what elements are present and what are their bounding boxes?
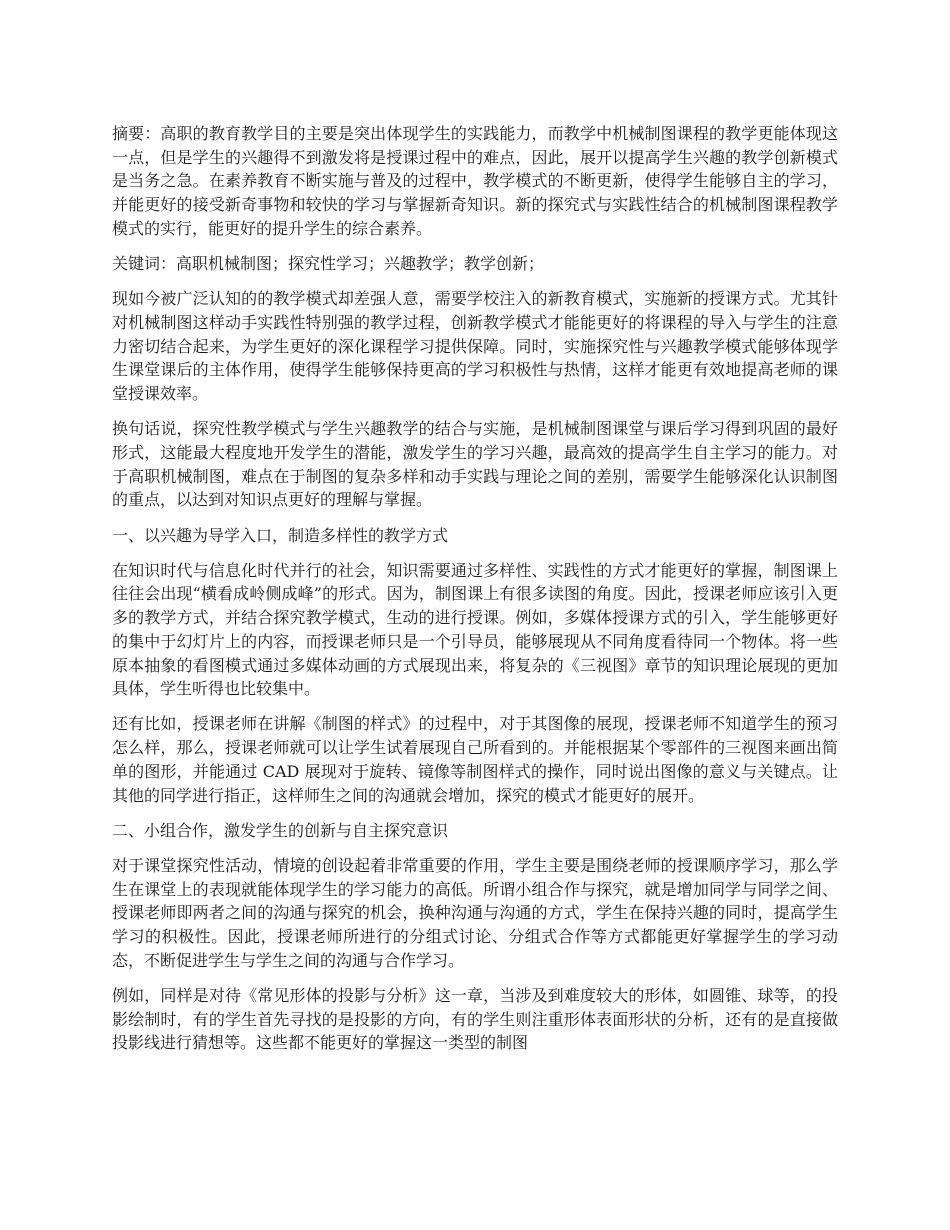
- body-paragraph-5: 对于课堂探究性活动，情境的创设起着非常重要的作用，学生主要是围绕老师的授课顺序学习，那么学生在课堂上的表现就能体现学生的学习能力的高低。所谓小组合作与探究，就是增加同学与同学之间、授课老师即两者之间的沟通与探究的机会，换种沟通与沟通的方式，学生在保持兴趣的同时，提高学生学习的积极性。因此，授课老师所进行的分组式讨论、分组式合作等方式都能更好掌握学生的学习动态，不断促进学生与学生之间的沟通与合作学习。: [112, 855, 838, 970]
- section-heading-2: 二、小组合作，激发学生的创新与自主探究意识: [112, 820, 449, 840]
- body-paragraph-6: 例如，同样是对待《常见形体的投影与分析》这一章，当涉及到难度较大的形体，如圆锥、球等，的投影绘制时，有的学生首先寻找的是投影的方向，有的学生则注重形体表面形状的分析，还有的是直接做投影线进行猜想等。这些都不能更好的掌握这一类型的制图: [112, 986, 838, 1053]
- body-paragraph-2: 换句话说，探究性教学模式与学生兴趣教学的结合与实施，是机械制图课堂与课后学习得到巩固的最好形式，这能最大程度地开发学生的潜能，激发学生的学习兴趣，最高效的提高学生自主学习的能力。对于高职机械制图，难点在于制图的复杂多样和动手实践与理论之间的差别，需要学生能够深化认识制图的重点，以达到对知识点更好的理解与掌握。: [112, 419, 838, 510]
- abstract-paragraph: 摘要：高职的教育教学目的主要是突出体现学生的实践能力，而教学中机械制图课程的教学更能体现这一点，但是学生的兴趣得不到激发将是授课过程中的难点，因此，展开以提高学生兴趣的教学创新模式是当务之急。在素养教育不断实施与普及的过程中，教学模式的不断更新，使得学生能够自主的学习，并能更好的接受新奇事物和较快的学习与掌握新奇知识。新的探究式与实践性结合的机械制图课程教学模式的实行，能更好的提升学生的综合素养。: [112, 124, 838, 238]
- body-paragraph-4: 还有比如，授课老师在讲解《制图的样式》的过程中，对于其图像的展现，授课老师不知道学生的预习怎么样，那么，授课老师就可以让学生试着展现自己所看到的。并能根据某个零部件的三视图来画出简单的图形，并能通过 CAD 展现对于旋转、镜像等制图样式的操作，同时说出图像的意义与关键点。让其他的同学进行指正，这样师生之间的沟通就会增加，探究的模式才能更好的展开。: [112, 714, 838, 805]
- section-heading-1: 一、以兴趣为导学入口，制造多样性的教学方式: [112, 525, 449, 545]
- keywords-paragraph: 关键词：高职机械制图；探究性学习；兴趣教学；教学创新；: [112, 254, 545, 274]
- body-paragraph-1: 现如今被广泛认知的的教学模式却差强人意，需要学校注入的新教育模式，实施新的授课方式。尤其针对机械制图这样动手实践性特别强的教学过程，创新教学模式才能能更好的将课程的导入与学生的注意力密切结合起来，为学生更好的深化课程学习提供保障。同时，实施探究性与兴趣教学模式能够体现学生课堂课后的主体作用，使得学生能够保持更高的学习积极性与热情，这样才能更有效地提高老师的课堂授课效率。: [112, 289, 838, 404]
- document-page: [112, 122, 838, 1067]
- body-paragraph-3: 在知识时代与信息化时代并行的社会，知识需要通过多样性、实践性的方式才能更好的掌握，制图课上往往会出现“横看成岭侧成峰”的形式。因为，制图课上有很多读图的角度。因此，授课老师应该引入更多的教学方式，并结合探究教学模式，生动的进行授课。例如，多媒体授课方式的引入，学生能够更好的集中于幻灯片上的内容，而授课老师只是一个引导员，能够展现从不同角度看待同一个物体。将一些原本抽象的看图模式通过多媒体动画的方式展现出来，将复杂的《三视图》章节的知识理论展现的更加具体，学生听得也比较集中。: [112, 560, 838, 699]
